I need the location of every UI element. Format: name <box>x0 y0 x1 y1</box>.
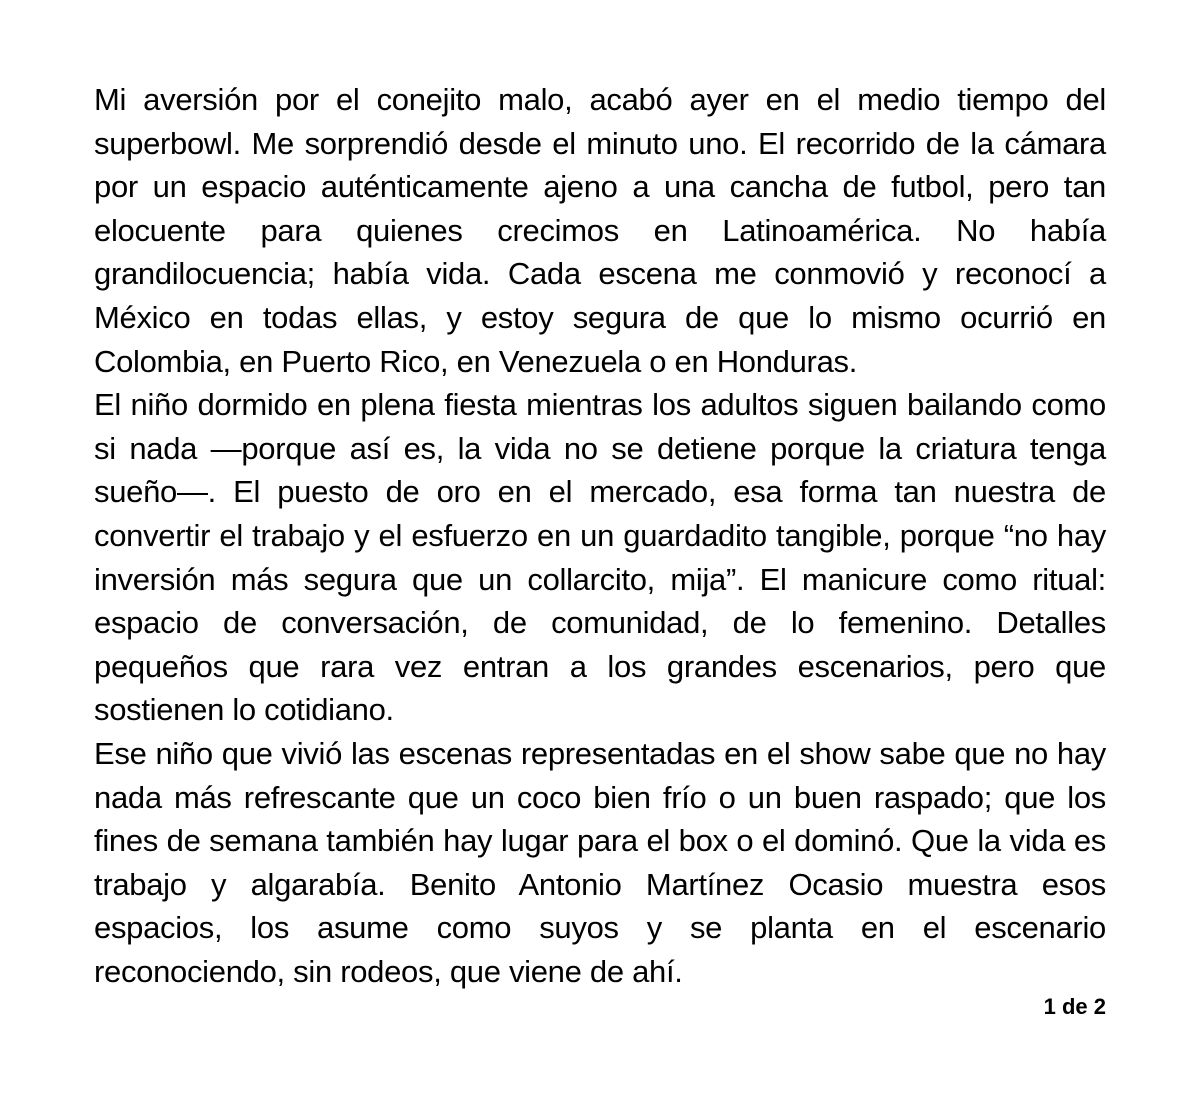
page-number: 1 de 2 <box>1043 994 1106 1019</box>
paragraph-3: Ese niño que vivió las escenas representadas en el show sabe que no hay nada más refrescante que un coco bien frío o un buen raspado; que los fines de semana también hay lugar para el box o el dominó. Que la vida es trabajo y algarabía. Benito Antonio Martínez Ocasio muestra esos espacios, los asume como suyos y se planta en el escenario reconociendo, sin rodeos, que viene de ahí. <box>94 735 1106 989</box>
document-page <box>94 78 1106 993</box>
paragraph-2: El niño dormido en plena fiesta mientras los adultos siguen bailando como si nada —porque así es, la vida no se detiene porque la criatura tenga sueño—. El puesto de oro en el mercado, esa forma tan nuestra de convertir el trabajo y el esfuerzo en un guardadito tangible, porque “no hay inversión más segura que un collarcito, mija”. El manicure como ritual: espacio de conversación, de comunidad, de lo femenino. Detalles pequeños que rara vez entran a los grandes escenarios, pero que sostienen lo cotidiano. <box>94 387 1106 728</box>
paragraph-1: Mi aversión por el conejito malo, acabó ayer en el medio tiempo del superbowl. Me sorprendió desde el minuto uno. El recorrido de la cámara por un espacio auténticamente ajeno a una cancha de futbol, pero tan elocuente para quienes crecimos en Latinoamérica. No había grandilocuencia; había vida. Cada escena me conmovió y reconocí a México en todas ellas, y estoy segura de que lo mismo ocurrió en Colombia, en Puerto Rico, en Venezuela o en Honduras. <box>94 82 1106 379</box>
